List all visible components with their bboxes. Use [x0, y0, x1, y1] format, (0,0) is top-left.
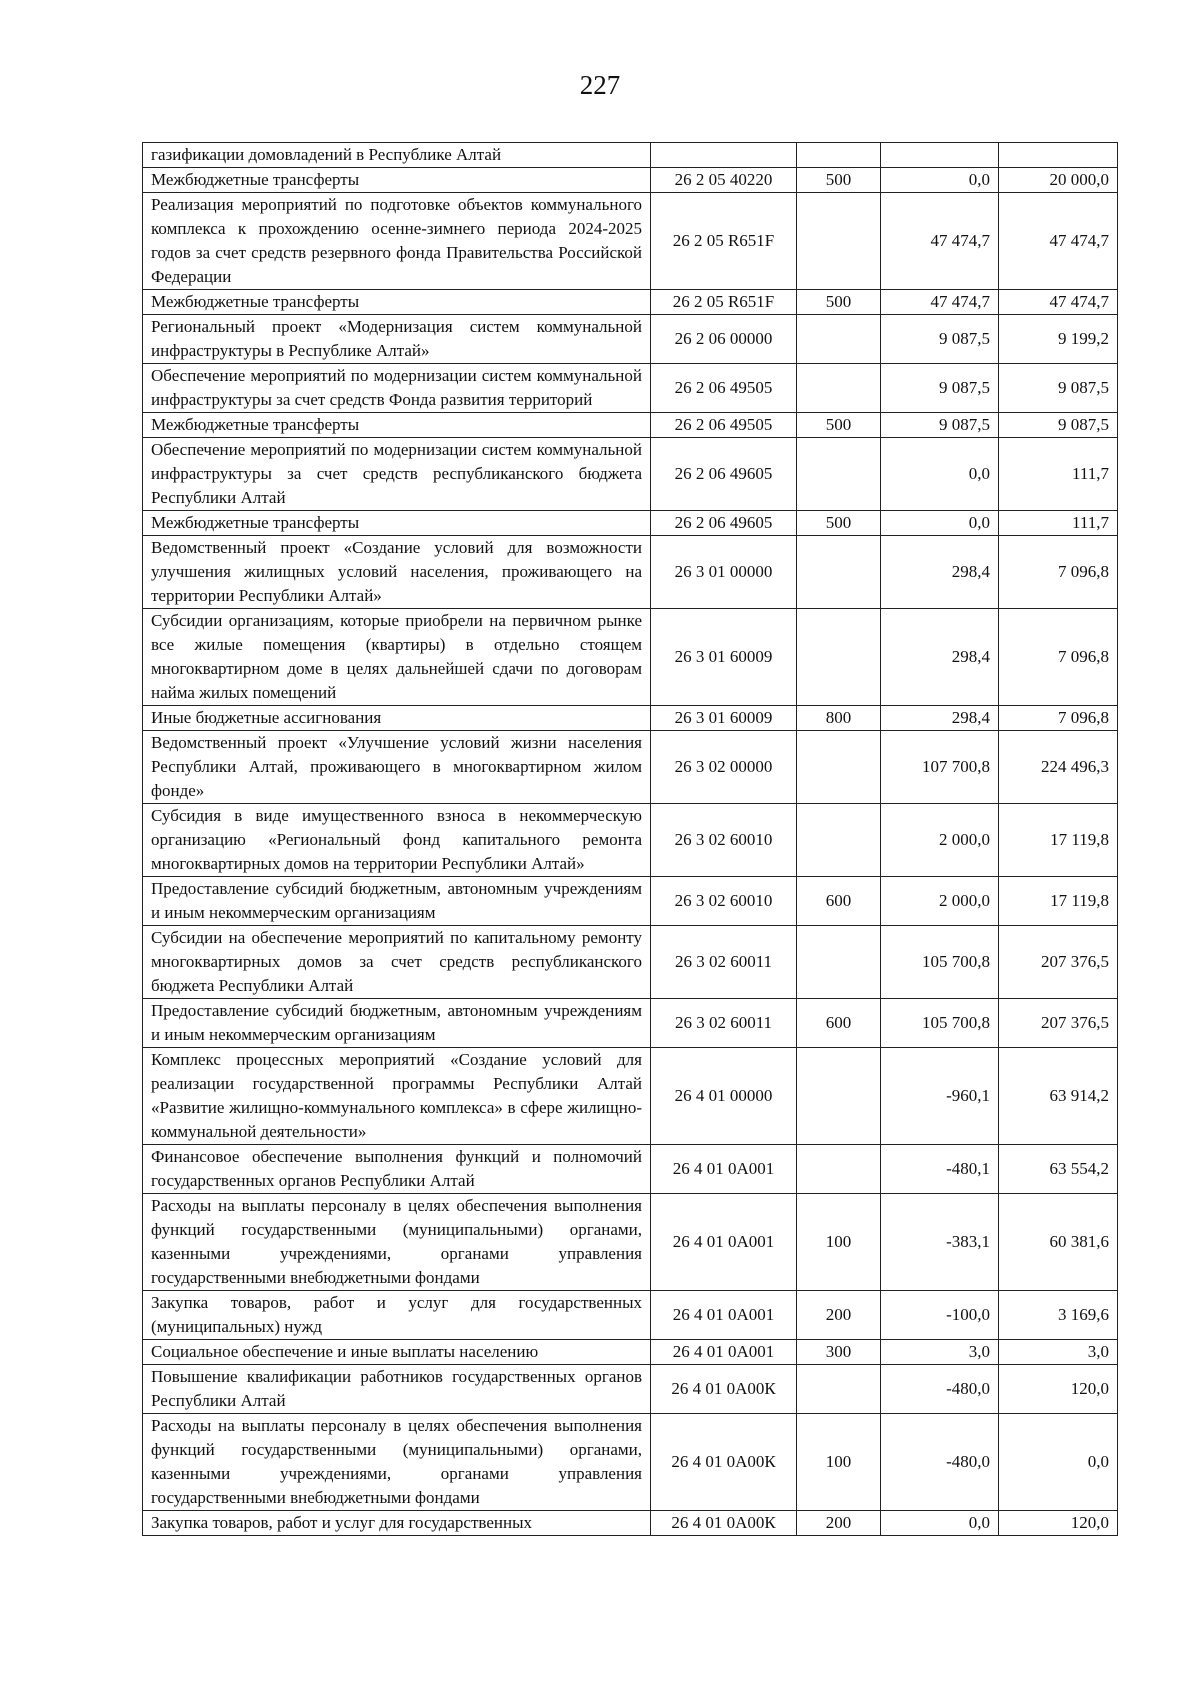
row-amount-2-cell: 7 096,8	[999, 706, 1118, 731]
row-name-cell: Обеспечение мероприятий по модернизации систем коммунальной инфраструктуры за счет средств Фонда развития территорий	[143, 364, 651, 413]
row-expense-type-cell: 500	[797, 413, 881, 438]
row-expense-type-cell	[797, 315, 881, 364]
row-amount-2-cell: 47 474,7	[999, 290, 1118, 315]
row-code-cell: 26 3 01 60009	[651, 706, 797, 731]
row-name-cell: Ведомственный проект «Создание условий для возможности улучшения жилищных условий населения, проживающего на территории Республики Алтай»	[143, 536, 651, 609]
table-row	[143, 1048, 1118, 1145]
table-row	[143, 1511, 1118, 1536]
row-amount-2-cell: 207 376,5	[999, 999, 1118, 1048]
row-amount-1-cell: 0,0	[881, 1511, 999, 1536]
row-amount-1-cell: 298,4	[881, 706, 999, 731]
table-row	[143, 536, 1118, 609]
row-code-cell: 26 4 01 00000	[651, 1048, 797, 1145]
row-amount-1-cell: 105 700,8	[881, 926, 999, 999]
row-expense-type-cell: 200	[797, 1511, 881, 1536]
table-row	[143, 143, 1118, 168]
row-amount-2-cell: 111,7	[999, 511, 1118, 536]
row-name-cell: Закупка товаров, работ и услуг для государственных	[143, 1511, 651, 1536]
table-row	[143, 168, 1118, 193]
row-expense-type-cell: 300	[797, 1340, 881, 1365]
row-amount-2-cell: 120,0	[999, 1365, 1118, 1414]
table-row	[143, 1145, 1118, 1194]
row-name-cell: Социальное обеспечение и иные выплаты населению	[143, 1340, 651, 1365]
row-amount-1-cell: 3,0	[881, 1340, 999, 1365]
row-code-cell: 26 4 01 0А001	[651, 1145, 797, 1194]
row-expense-type-cell	[797, 804, 881, 877]
row-code-cell: 26 4 01 0А00К	[651, 1414, 797, 1511]
table-row	[143, 1194, 1118, 1291]
row-name-cell: Расходы на выплаты персоналу в целях обеспечения выполнения функций государственными (муниципальными) органами, казенными учреждениями, органами управления государственными внебюджетными фондами	[143, 1194, 651, 1291]
row-amount-1-cell: 0,0	[881, 511, 999, 536]
row-expense-type-cell	[797, 926, 881, 999]
row-name-cell: Комплекс процессных мероприятий «Создание условий для реализации государственной программы Республики Алтай «Развитие жилищно-коммунального комплекса» в сфере жилищно-коммунальной деятельности»	[143, 1048, 651, 1145]
row-code-cell: 26 2 06 00000	[651, 315, 797, 364]
row-code-cell: 26 3 02 60010	[651, 804, 797, 877]
row-amount-2-cell: 63 554,2	[999, 1145, 1118, 1194]
table-row	[143, 804, 1118, 877]
row-name-cell: Межбюджетные трансферты	[143, 511, 651, 536]
row-expense-type-cell: 200	[797, 1291, 881, 1340]
row-code-cell: 26 2 05 R651F	[651, 193, 797, 290]
row-name-cell: Иные бюджетные ассигнования	[143, 706, 651, 731]
row-name-cell: Обеспечение мероприятий по модернизации систем коммунальной инфраструктуры за счет средств республиканского бюджета Республики Алтай	[143, 438, 651, 511]
row-amount-2-cell: 0,0	[999, 1414, 1118, 1511]
row-amount-2-cell: 47 474,7	[999, 193, 1118, 290]
row-code-cell: 26 3 02 60011	[651, 926, 797, 999]
table-row	[143, 1414, 1118, 1511]
row-amount-2-cell: 60 381,6	[999, 1194, 1118, 1291]
row-amount-1-cell: 0,0	[881, 438, 999, 511]
row-expense-type-cell	[797, 1145, 881, 1194]
table-row	[143, 413, 1118, 438]
row-amount-1-cell: 298,4	[881, 536, 999, 609]
row-amount-1-cell: 9 087,5	[881, 364, 999, 413]
row-name-cell: газификации домовладений в Республике Алтай	[143, 143, 651, 168]
row-name-cell: Субсидия в виде имущественного взноса в некоммерческую организацию «Региональный фонд капитального ремонта многоквартирных домов на территории Республики Алтай»	[143, 804, 651, 877]
row-expense-type-cell: 500	[797, 511, 881, 536]
row-amount-2-cell: 9 199,2	[999, 315, 1118, 364]
row-amount-1-cell: -480,0	[881, 1414, 999, 1511]
table-row	[143, 926, 1118, 999]
row-name-cell: Ведомственный проект «Улучшение условий жизни населения Республики Алтай, проживающего в многоквартирном жилом фонде»	[143, 731, 651, 804]
row-amount-2-cell: 9 087,5	[999, 413, 1118, 438]
row-code-cell: 26 4 01 0А001	[651, 1291, 797, 1340]
row-code-cell: 26 2 06 49605	[651, 511, 797, 536]
table-row	[143, 1340, 1118, 1365]
row-amount-2-cell: 20 000,0	[999, 168, 1118, 193]
table-row	[143, 193, 1118, 290]
table-row	[143, 731, 1118, 804]
row-expense-type-cell: 100	[797, 1414, 881, 1511]
row-name-cell: Региональный проект «Модернизация систем коммунальной инфраструктуры в Республике Алтай»	[143, 315, 651, 364]
row-expense-type-cell: 500	[797, 168, 881, 193]
row-amount-1-cell: 0,0	[881, 168, 999, 193]
row-name-cell: Предоставление субсидий бюджетным, автономным учреждениям и иным некоммерческим организациям	[143, 877, 651, 926]
row-amount-1-cell: -383,1	[881, 1194, 999, 1291]
row-code-cell: 26 2 06 49605	[651, 438, 797, 511]
row-expense-type-cell	[797, 731, 881, 804]
row-amount-1-cell: 107 700,8	[881, 731, 999, 804]
row-name-cell: Субсидии на обеспечение мероприятий по капитальному ремонту многоквартирных домов за счет средств республиканского бюджета Республики Алтай	[143, 926, 651, 999]
table-row	[143, 1365, 1118, 1414]
row-expense-type-cell	[797, 536, 881, 609]
row-amount-2-cell: 17 119,8	[999, 804, 1118, 877]
row-name-cell: Закупка товаров, работ и услуг для государственных (муниципальных) нужд	[143, 1291, 651, 1340]
row-amount-2-cell: 224 496,3	[999, 731, 1118, 804]
row-name-cell: Межбюджетные трансферты	[143, 168, 651, 193]
row-code-cell: 26 3 02 00000	[651, 731, 797, 804]
row-expense-type-cell: 600	[797, 999, 881, 1048]
row-amount-1-cell: -480,1	[881, 1145, 999, 1194]
row-amount-2-cell: 7 096,8	[999, 536, 1118, 609]
row-code-cell: 26 4 01 0А001	[651, 1340, 797, 1365]
row-amount-2-cell: 3 169,6	[999, 1291, 1118, 1340]
row-expense-type-cell	[797, 609, 881, 706]
row-amount-2-cell: 9 087,5	[999, 364, 1118, 413]
row-expense-type-cell: 500	[797, 290, 881, 315]
table-row	[143, 999, 1118, 1048]
row-name-cell: Повышение квалификации работников государственных органов Республики Алтай	[143, 1365, 651, 1414]
budget-table-body	[143, 143, 1118, 1536]
row-name-cell: Расходы на выплаты персоналу в целях обеспечения выполнения функций государственными (муниципальными) органами, казенными учреждениями, органами управления государственными внебюджетными фондами	[143, 1414, 651, 1511]
row-amount-1-cell: 105 700,8	[881, 999, 999, 1048]
row-code-cell: 26 4 01 0А001	[651, 1194, 797, 1291]
row-code-cell: 26 2 05 R651F	[651, 290, 797, 315]
table-row	[143, 609, 1118, 706]
row-amount-1-cell: -100,0	[881, 1291, 999, 1340]
table-row	[143, 877, 1118, 926]
row-amount-1-cell: -960,1	[881, 1048, 999, 1145]
row-amount-2-cell	[999, 143, 1118, 168]
row-code-cell: 26 3 02 60010	[651, 877, 797, 926]
row-code-cell: 26 2 06 49505	[651, 413, 797, 438]
row-name-cell: Межбюджетные трансферты	[143, 413, 651, 438]
row-code-cell: 26 3 01 60009	[651, 609, 797, 706]
row-expense-type-cell	[797, 193, 881, 290]
row-amount-2-cell: 111,7	[999, 438, 1118, 511]
row-code-cell: 26 2 06 49505	[651, 364, 797, 413]
row-name-cell: Межбюджетные трансферты	[143, 290, 651, 315]
table-row	[143, 290, 1118, 315]
row-expense-type-cell	[797, 1048, 881, 1145]
row-amount-1-cell: 298,4	[881, 609, 999, 706]
row-amount-1-cell: -480,0	[881, 1365, 999, 1414]
row-expense-type-cell: 600	[797, 877, 881, 926]
row-expense-type-cell	[797, 438, 881, 511]
row-amount-2-cell: 7 096,8	[999, 609, 1118, 706]
row-amount-2-cell: 120,0	[999, 1511, 1118, 1536]
row-amount-1-cell: 47 474,7	[881, 290, 999, 315]
row-amount-2-cell: 3,0	[999, 1340, 1118, 1365]
row-amount-2-cell: 207 376,5	[999, 926, 1118, 999]
row-amount-1-cell: 9 087,5	[881, 413, 999, 438]
table-row	[143, 364, 1118, 413]
row-name-cell: Реализация мероприятий по подготовке объектов коммунального комплекса к прохождению осенне-зимнего периода 2024-2025 годов за счет средств резервного фонда Правительства Российской Федерации	[143, 193, 651, 290]
row-expense-type-cell	[797, 364, 881, 413]
table-row	[143, 706, 1118, 731]
row-expense-type-cell	[797, 1365, 881, 1414]
row-code-cell: 26 3 01 00000	[651, 536, 797, 609]
row-amount-1-cell: 9 087,5	[881, 315, 999, 364]
row-expense-type-cell: 800	[797, 706, 881, 731]
page-number: 227	[579, 70, 621, 100]
row-name-cell: Предоставление субсидий бюджетным, автономным учреждениям и иным некоммерческим организациям	[143, 999, 651, 1048]
row-amount-1-cell: 2 000,0	[881, 804, 999, 877]
row-code-cell	[651, 143, 797, 168]
row-name-cell: Субсидии организациям, которые приобрели на первичном рынке все жилые помещения (квартиры) в отдельно стоящем многоквартирном доме в целях дальнейшей сдачи по договорам найма жилых помещений	[143, 609, 651, 706]
row-expense-type-cell: 100	[797, 1194, 881, 1291]
table-row	[143, 1291, 1118, 1340]
row-amount-2-cell: 63 914,2	[999, 1048, 1118, 1145]
table-row	[143, 315, 1118, 364]
row-amount-1-cell: 47 474,7	[881, 193, 999, 290]
table-row	[143, 438, 1118, 511]
row-amount-2-cell: 17 119,8	[999, 877, 1118, 926]
row-code-cell: 26 4 01 0А00К	[651, 1365, 797, 1414]
row-code-cell: 26 3 02 60011	[651, 999, 797, 1048]
budget-table	[142, 142, 1118, 1536]
row-code-cell: 26 4 01 0А00К	[651, 1511, 797, 1536]
table-row	[143, 511, 1118, 536]
row-code-cell: 26 2 05 40220	[651, 168, 797, 193]
row-name-cell: Финансовое обеспечение выполнения функций и полномочий государственных органов Республики Алтай	[143, 1145, 651, 1194]
row-amount-1-cell	[881, 143, 999, 168]
row-amount-1-cell: 2 000,0	[881, 877, 999, 926]
row-expense-type-cell	[797, 143, 881, 168]
